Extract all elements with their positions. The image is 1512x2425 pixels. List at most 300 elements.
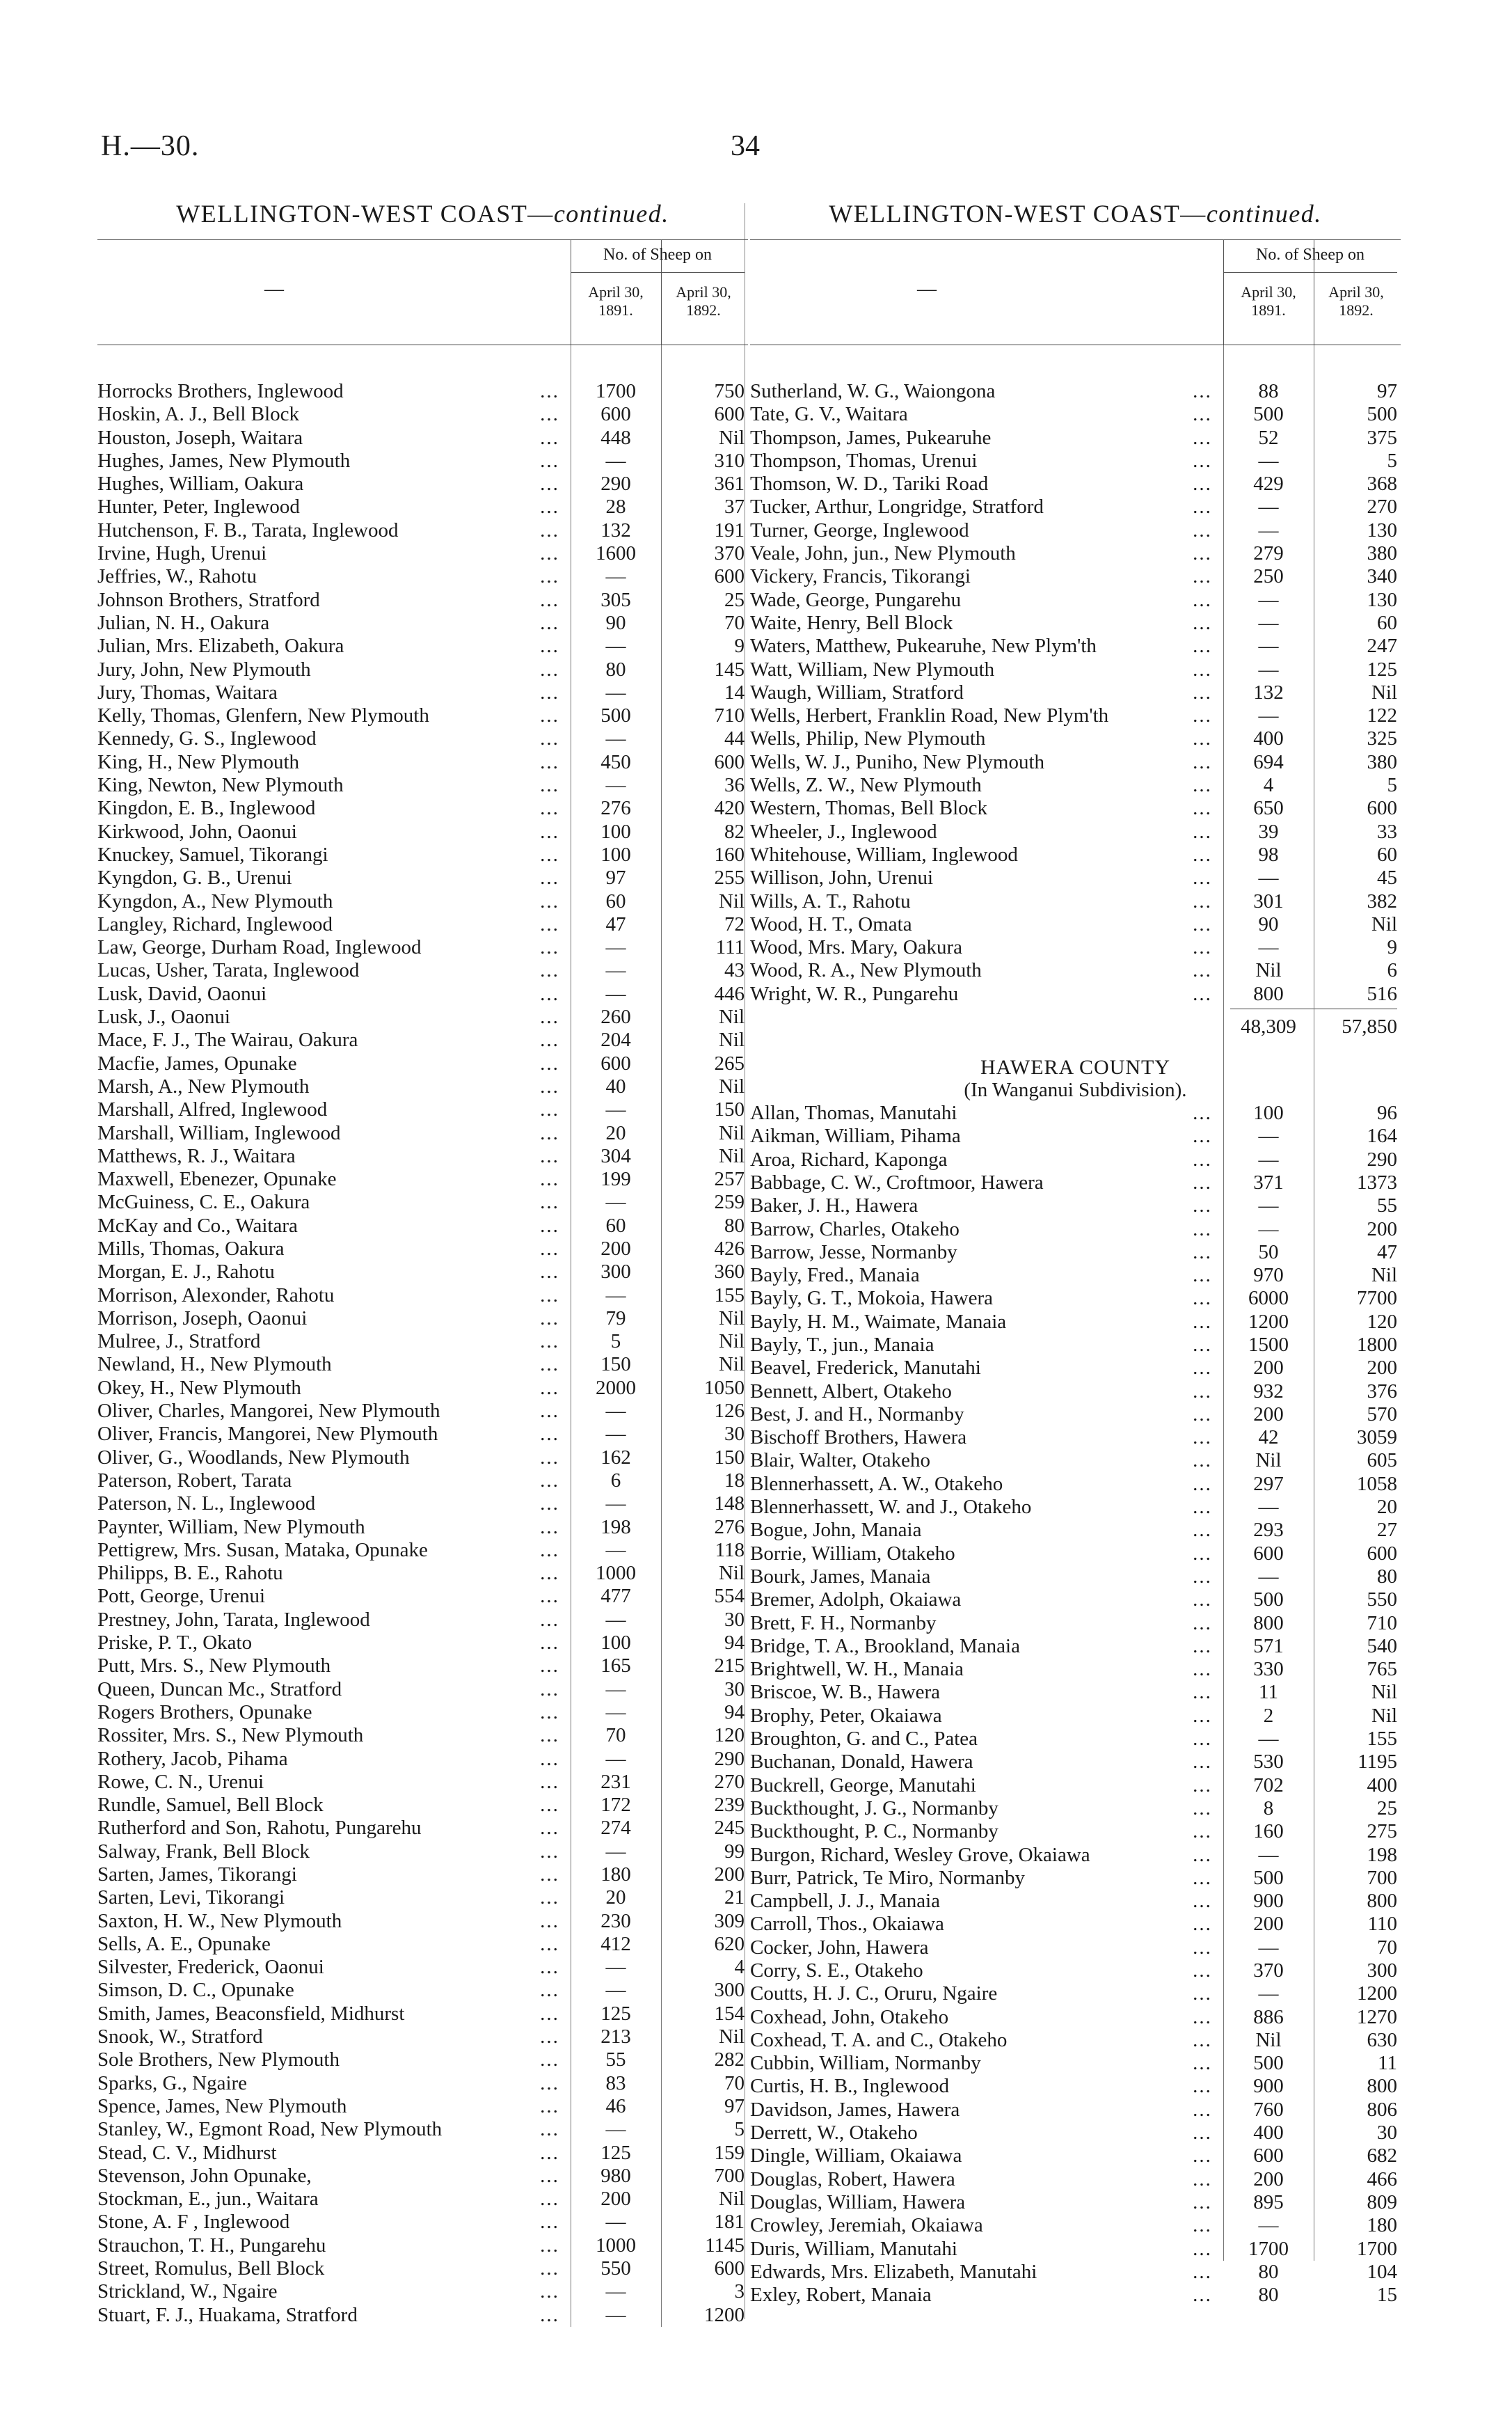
table-row (750, 589, 1401, 612)
owner-name: Queen, Duncan Mc., Stratford (97, 1677, 342, 1700)
sheep-1891: — (605, 1283, 626, 1306)
sheep-1891: 290 (600, 473, 631, 496)
sheep-1892: 255 (714, 867, 745, 890)
sheep-1892: 5 (1387, 774, 1397, 797)
owner-name: Kingdon, E. B., Inglewood (97, 797, 316, 820)
leader-dots: ... (1193, 1751, 1212, 1774)
leader-dots: ... (540, 2048, 559, 2071)
owner-name: Sells, A. E., Opunake (97, 1932, 271, 1955)
totals-row (750, 1006, 1401, 1048)
sheep-1892: 5 (1387, 449, 1397, 472)
leader-dots: ... (540, 1562, 559, 1585)
owner-name: Exley, Robert, Manaia (750, 2284, 932, 2307)
owner-name: Bridge, T. A., Brookland, Manaia (750, 1634, 1020, 1657)
sheep-1891: 5 (610, 1330, 621, 1353)
owner-name: Sutherland, W. G., Waiongona (750, 380, 996, 402)
table-row (750, 1890, 1401, 1913)
sheep-1892: 3 (734, 2280, 745, 2303)
sheep-1892: 154 (714, 2002, 745, 2025)
leader-dots: ... (1193, 1681, 1212, 1704)
table-row (97, 936, 748, 959)
column-rule (1223, 345, 1224, 2261)
owner-name: Vickery, Francis, Tikorangi (750, 565, 971, 588)
table-row (97, 2118, 748, 2141)
sheep-1891: 305 (600, 588, 631, 611)
leader-dots: ... (1193, 1936, 1212, 1959)
owner-name: Kyngdon, G. B., Urenui (97, 867, 292, 890)
sheep-1892: Nil (718, 1144, 745, 1167)
leader-dots: ... (540, 1632, 559, 1654)
leader-dots: ... (1193, 843, 1212, 866)
sheep-1891: Nil (1255, 2028, 1282, 2051)
owner-name: Pott, George, Urenui (97, 1585, 266, 1608)
sheep-1892: 446 (714, 982, 745, 1005)
leader-dots: ... (540, 2234, 559, 2257)
sheep-1892: 191 (714, 519, 745, 542)
sheep-1891: 231 (600, 1770, 631, 1793)
owner-name: Waite, Henry, Bell Block (750, 611, 953, 634)
sheep-1892: 360 (714, 1261, 745, 1283)
sheep-1891: — (605, 2303, 626, 2326)
owner-name: Rundle, Samuel, Bell Block (97, 1794, 324, 1817)
owner-name: Campbell, J. J., Manaia (750, 1890, 941, 1913)
table-row (750, 1658, 1401, 1681)
sheep-1892: 1050 (704, 1376, 745, 1399)
owner-name: Watt, William, New Plymouth (750, 658, 995, 681)
leader-dots: ... (1193, 2122, 1212, 2144)
leader-dots: ... (1193, 1357, 1212, 1380)
leader-dots: ... (1193, 1704, 1212, 1727)
leader-dots: ... (1193, 1240, 1212, 1263)
owner-name: Wills, A. T., Rahotu (750, 890, 911, 913)
sheep-1892: Nil (718, 1121, 745, 1144)
total-1891: 48,309 (1241, 1016, 1296, 1038)
owner-name: Street, Romulus, Bell Block (97, 2257, 325, 2280)
owner-name: Paynter, William, New Plymouth (97, 1515, 365, 1538)
table-row (750, 1287, 1401, 1310)
owner-name: Salway, Frank, Bell Block (97, 1840, 310, 1863)
sheep-1892: 111 (715, 936, 745, 959)
leader-dots: ... (540, 750, 559, 773)
sheep-1892: 275 (1367, 1820, 1397, 1843)
sheep-1891: 330 (1253, 1658, 1284, 1681)
sheep-1892: 368 (1367, 473, 1397, 496)
sheep-1891: 886 (1253, 2005, 1284, 2028)
leader-dots: ... (540, 2188, 559, 2211)
owner-name: Putt, Mrs. S., New Plymouth (97, 1654, 331, 1677)
table-row (97, 589, 748, 612)
owner-name: Snook, W., Stratford (97, 2025, 263, 2048)
table-row (97, 704, 748, 727)
sheep-1891: 200 (600, 2188, 631, 2211)
table-row (97, 1609, 748, 1632)
leader-dots: ... (540, 2141, 559, 2164)
sheep-1892: 257 (714, 1168, 745, 1191)
leader-dots: ... (540, 1353, 559, 1376)
sheep-1891: — (605, 681, 626, 704)
leader-dots: ... (540, 913, 559, 935)
leader-dots: ... (540, 1191, 559, 1214)
table-row (97, 380, 748, 403)
sheep-1892: 750 (714, 380, 745, 402)
sheep-1891: — (605, 1677, 626, 1700)
owner-name: Stead, C. V., Midhurst (97, 2141, 277, 2164)
sheep-1891: 28 (605, 496, 626, 519)
owner-name: Rogers Brothers, Opunake (97, 1700, 312, 1723)
owner-name: Edwards, Mrs. Elizabeth, Manutahi (750, 2260, 1037, 2283)
sheep-1891: 500 (1253, 1588, 1284, 1611)
sheep-1891: 412 (600, 1932, 631, 1955)
leader-dots: ... (540, 1006, 559, 1029)
owner-name: Silvester, Frederick, Oaonui (97, 1956, 324, 1979)
sheep-1892: 215 (714, 1654, 745, 1677)
sheep-1892: 97 (1377, 380, 1397, 402)
table-row (750, 658, 1401, 681)
table-row (97, 658, 748, 681)
owner-name: Curtis, H. B., Inglewood (750, 2075, 949, 2098)
sheep-1892: 309 (714, 1909, 745, 1932)
table-row (750, 427, 1401, 450)
owner-name: Blennerhassett, A. W., Otakeho (750, 1472, 1003, 1495)
owner-name: Douglas, Robert, Hawera (750, 2167, 955, 2190)
sheep-1891: — (1258, 1217, 1279, 1240)
table-row (97, 427, 748, 450)
table-row (750, 2075, 1401, 2098)
table-row (97, 2142, 748, 2165)
sheep-1892: 120 (714, 1724, 745, 1747)
owner-name: Buckrell, George, Manutahi (750, 1774, 976, 1796)
owner-name: Rowe, C. N., Urenui (97, 1770, 264, 1793)
leader-dots: ... (1193, 2075, 1212, 2098)
sheep-1892: 380 (1367, 542, 1397, 565)
sheep-1892: 159 (714, 2141, 745, 2164)
sheep-1892: 809 (1367, 2190, 1397, 2213)
sheep-1892: 4 (734, 1956, 745, 1979)
table-row (750, 1426, 1401, 1449)
sheep-1891: 52 (1258, 426, 1279, 449)
sheep-1892: 540 (1367, 1634, 1397, 1657)
sheep-1891: 895 (1253, 2190, 1284, 2213)
owner-name: Wade, George, Pungarehu (750, 588, 962, 611)
owner-name: Bourk, James, Manaia (750, 1565, 931, 1588)
leader-dots: ... (540, 1747, 559, 1770)
leader-dots: ... (1193, 1588, 1212, 1611)
sheep-1892: 21 (724, 1886, 745, 1909)
owner-name: Kennedy, G. S., Inglewood (97, 727, 317, 750)
sheep-1891: 40 (605, 1075, 626, 1098)
leader-dots: ... (1193, 936, 1212, 959)
sheep-1892: 11 (1378, 2052, 1397, 2075)
leader-dots: ... (540, 1909, 559, 1932)
leader-dots: ... (1193, 542, 1212, 565)
leader-dots: ... (1193, 1959, 1212, 1982)
leader-dots: ... (540, 1261, 559, 1283)
leader-dots: ... (1193, 913, 1212, 935)
sheep-1892: 47 (1377, 1240, 1397, 1263)
sheep-1892: 380 (1367, 750, 1397, 773)
table-row (750, 2168, 1401, 2191)
owner-name: Borrie, William, Otakeho (750, 1542, 955, 1565)
table-body (750, 380, 1401, 2307)
table-row (750, 1357, 1401, 1380)
table-row (97, 2095, 748, 2118)
sheep-1892: 60 (1377, 843, 1397, 866)
owner-name: Hughes, James, New Plymouth (97, 449, 351, 472)
sheep-1891: 800 (1253, 1611, 1284, 1634)
owner-name: Western, Thomas, Bell Block (750, 797, 988, 820)
sheep-1892: 94 (724, 1632, 745, 1654)
owner-name: Horrocks Brothers, Inglewood (97, 380, 344, 402)
sheep-1892: 15 (1377, 2284, 1397, 2307)
leader-dots: ... (540, 2071, 559, 2094)
table-row (97, 2048, 748, 2071)
owner-name: Buchanan, Donald, Hawera (750, 1751, 973, 1774)
owner-name: Waters, Matthew, Pukearuhe, New Plym'th (750, 635, 1097, 658)
sheep-1892: 70 (1377, 1936, 1397, 1959)
sheep-1892: Nil (718, 426, 745, 449)
sheep-1891: 550 (600, 2257, 631, 2280)
leader-dots: ... (540, 867, 559, 890)
sheep-1892: 265 (714, 1052, 745, 1075)
sheep-1891: — (605, 1538, 626, 1561)
sheep-1892: 80 (1377, 1565, 1397, 1588)
leader-dots: ... (540, 1214, 559, 1237)
sheep-1891: 1500 (1248, 1333, 1289, 1356)
owner-name: Rossiter, Mrs. S., New Plymouth (97, 1724, 364, 1747)
sheep-1892: 325 (1367, 727, 1397, 750)
leader-dots: ... (1193, 635, 1212, 658)
owner-name: Crowley, Jeremiah, Okaiawa (750, 2214, 983, 2237)
table-row (750, 635, 1401, 658)
owner-name: McGuiness, C. E., Oakura (97, 1191, 310, 1214)
leader-dots: ... (1193, 2190, 1212, 2213)
sheep-1891: — (605, 2211, 626, 2234)
sheep-1891: 230 (600, 1909, 631, 1932)
owner-name: Duris, William, Manutahi (750, 2237, 957, 2260)
owner-name: Davidson, James, Hawera (750, 2098, 960, 2121)
table-row (750, 450, 1401, 473)
owner-name: Kyngdon, A., New Plymouth (97, 890, 333, 913)
sheep-1891: — (1258, 1982, 1279, 2005)
table-row (97, 2188, 748, 2211)
sheep-1892: 340 (1367, 565, 1397, 588)
leader-dots: ... (540, 774, 559, 797)
table-row (97, 1191, 748, 1214)
leader-dots: ... (540, 2257, 559, 2280)
owner-name: Coxhead, T. A. and C., Otakeho (750, 2028, 1008, 2051)
owner-name: Tate, G. V., Waitara (750, 403, 908, 426)
table-row (750, 2122, 1401, 2144)
table-row (97, 1238, 748, 1261)
leader-dots: ... (540, 2002, 559, 2025)
group-header: No. of Sheep on (1256, 246, 1364, 264)
sheep-1891: 165 (600, 1654, 631, 1677)
sheep-1891: 760 (1253, 2098, 1284, 2121)
leader-dots: ... (1193, 588, 1212, 611)
sheep-1892: 6 (1387, 959, 1397, 982)
sheep-1891: 172 (600, 1794, 631, 1817)
sheep-1891: — (1258, 1936, 1279, 1959)
table-row (750, 1588, 1401, 1611)
table-row (97, 1863, 748, 1886)
sheep-1892: Nil (1371, 1704, 1397, 1727)
sheep-1891: 132 (600, 519, 631, 542)
table-row (97, 681, 748, 704)
leader-dots: ... (1193, 1426, 1212, 1449)
owner-name: Hunter, Peter, Inglewood (97, 496, 300, 519)
owner-name: Coxhead, John, Otakeho (750, 2005, 949, 2028)
leader-dots: ... (1193, 1333, 1212, 1356)
table-row (750, 1705, 1401, 1728)
table-row (750, 1774, 1401, 1797)
sheep-1891: 200 (1253, 2167, 1284, 2190)
sheep-1891: 20 (605, 1121, 626, 1144)
sheep-1892: 94 (724, 1700, 745, 1723)
leader-dots: ... (540, 1654, 559, 1677)
leader-dots: ... (1193, 681, 1212, 704)
owner-name: Turner, George, Inglewood (750, 519, 969, 542)
owner-name: Spence, James, New Plymouth (97, 2094, 347, 2117)
sheep-1891: 100 (600, 1632, 631, 1654)
owner-name: Marshall, Alfred, Inglewood (97, 1098, 328, 1121)
leader-dots: ... (1193, 2005, 1212, 2028)
owner-name: Allan, Thomas, Manutahi (750, 1102, 957, 1125)
table-row (97, 1492, 748, 1515)
leader-dots: ... (540, 1423, 559, 1446)
sheep-1891: 276 (600, 797, 631, 820)
sheep-1892: 630 (1367, 2028, 1397, 2051)
sheep-1891: 8 (1263, 1796, 1274, 1819)
sheep-1892: 181 (714, 2211, 745, 2234)
sheep-1891: — (605, 774, 626, 797)
sheep-1891: 180 (600, 1863, 631, 1886)
sheep-1891: 98 (1258, 843, 1279, 866)
owner-name: Macfie, James, Opunake (97, 1052, 297, 1075)
leader-dots: ... (1193, 1449, 1212, 1472)
owner-name: Okey, H., New Plymouth (97, 1376, 301, 1399)
leader-dots: ... (1193, 1796, 1212, 1819)
leader-dots: ... (540, 2118, 559, 2141)
owner-name: Houston, Joseph, Waitara (97, 426, 303, 449)
col-1891-header: April 30, 1891. (1241, 283, 1296, 319)
sheep-1892: 310 (714, 449, 745, 472)
sheep-1892: Nil (718, 1330, 745, 1353)
owner-name: Stevenson, John Opunake, (97, 2164, 312, 2187)
sheep-1891: 477 (600, 1585, 631, 1608)
owner-name: Mace, F. J., The Wairau, Oakura (97, 1029, 358, 1052)
sheep-1891: 1600 (596, 542, 636, 565)
table-row (97, 1748, 748, 1771)
sheep-1892: 145 (714, 658, 745, 681)
sheep-1892: 3059 (1357, 1426, 1397, 1449)
table-row (750, 983, 1401, 1006)
sheep-1892: 700 (1367, 1866, 1397, 1889)
owner-name: Kelly, Thomas, Glenfern, New Plymouth (97, 704, 429, 727)
sheep-1891: 97 (605, 867, 626, 890)
table-row (97, 1261, 748, 1283)
owner-name: Strickland, W., Ngaire (97, 2280, 278, 2303)
leader-dots: ... (540, 496, 559, 519)
sheep-1891: 900 (1253, 2075, 1284, 2098)
owner-name: Knuckey, Samuel, Tikorangi (97, 843, 328, 866)
table-row (750, 1820, 1401, 1843)
table-row (97, 1979, 748, 2002)
sheep-1891: 301 (1253, 890, 1284, 913)
table-row (750, 1867, 1401, 1890)
right-column (750, 196, 1401, 2307)
leader-dots: ... (1193, 2260, 1212, 2283)
owner-name: Stone, A. F , Inglewood (97, 2211, 290, 2234)
owner-name: Morrison, Joseph, Oaonui (97, 1306, 308, 1329)
sheep-1891: — (605, 1191, 626, 1214)
sheep-1891: — (605, 1608, 626, 1631)
sheep-1892: 180 (1367, 2214, 1397, 2237)
sheep-1891: — (1258, 588, 1279, 611)
sheep-1891: 83 (605, 2071, 626, 2094)
owner-name: Burgon, Richard, Wesley Grove, Okaiawa (750, 1843, 1090, 1866)
table-row (97, 844, 748, 867)
sheep-1891: 1000 (596, 2234, 636, 2257)
leader-dots: ... (540, 611, 559, 634)
sheep-1892: 1200 (1357, 1982, 1397, 2005)
sheep-1892: Nil (718, 1562, 745, 1585)
table-row (97, 890, 748, 913)
leader-dots: ... (1193, 1728, 1212, 1751)
sheep-1892: 700 (714, 2164, 745, 2187)
sheep-1891: 4 (1263, 774, 1274, 797)
table-row (97, 1562, 748, 1585)
owner-name: Lusk, David, Oaonui (97, 982, 267, 1005)
sheep-1891: 46 (605, 2094, 626, 2117)
sheep-1892: Nil (718, 890, 745, 913)
leader-dots: ... (540, 1817, 559, 1840)
owner-name: Derrett, W., Otakeho (750, 2122, 918, 2144)
owner-name: Paterson, N. L., Inglewood (97, 1492, 316, 1515)
sheep-1891: — (1258, 611, 1279, 634)
table-row (97, 1006, 748, 1029)
table-row (97, 519, 748, 542)
leader-dots: ... (1193, 1380, 1212, 1403)
leader-dots: ... (540, 1144, 559, 1167)
table-row (97, 635, 748, 658)
sheep-1891: — (605, 1700, 626, 1723)
leader-dots: ... (1193, 2098, 1212, 2121)
sheep-1892: 245 (714, 1817, 745, 1840)
leader-dots: ... (540, 658, 559, 681)
leader-dots: ... (540, 727, 559, 750)
owner-name: Oliver, G., Woodlands, New Plymouth (97, 1446, 410, 1469)
owner-name: Marsh, A., New Plymouth (97, 1075, 310, 1098)
sheep-1892: 282 (714, 2048, 745, 2071)
owner-name: Johnson Brothers, Stratford (97, 588, 320, 611)
leader-dots: ... (1193, 750, 1212, 773)
sheep-1892: 104 (1367, 2260, 1397, 2283)
sheep-1891: 60 (605, 890, 626, 913)
leader-dots: ... (540, 1700, 559, 1723)
table-row (750, 1496, 1401, 1519)
sheep-1892: 600 (714, 750, 745, 773)
table-row (750, 1241, 1401, 1264)
leader-dots: ... (1193, 1264, 1212, 1287)
table-row (750, 1612, 1401, 1635)
sheep-1892: Nil (1371, 913, 1397, 935)
sheep-1892: 126 (714, 1400, 745, 1423)
table-row (97, 2003, 748, 2025)
owner-name: Bennett, Albert, Otakeho (750, 1380, 952, 1403)
col-1892-header: April 30, 1892. (676, 283, 731, 319)
sheep-1891: 650 (1253, 797, 1284, 820)
owner-name: Thomson, W. D., Tariki Road (750, 473, 989, 496)
